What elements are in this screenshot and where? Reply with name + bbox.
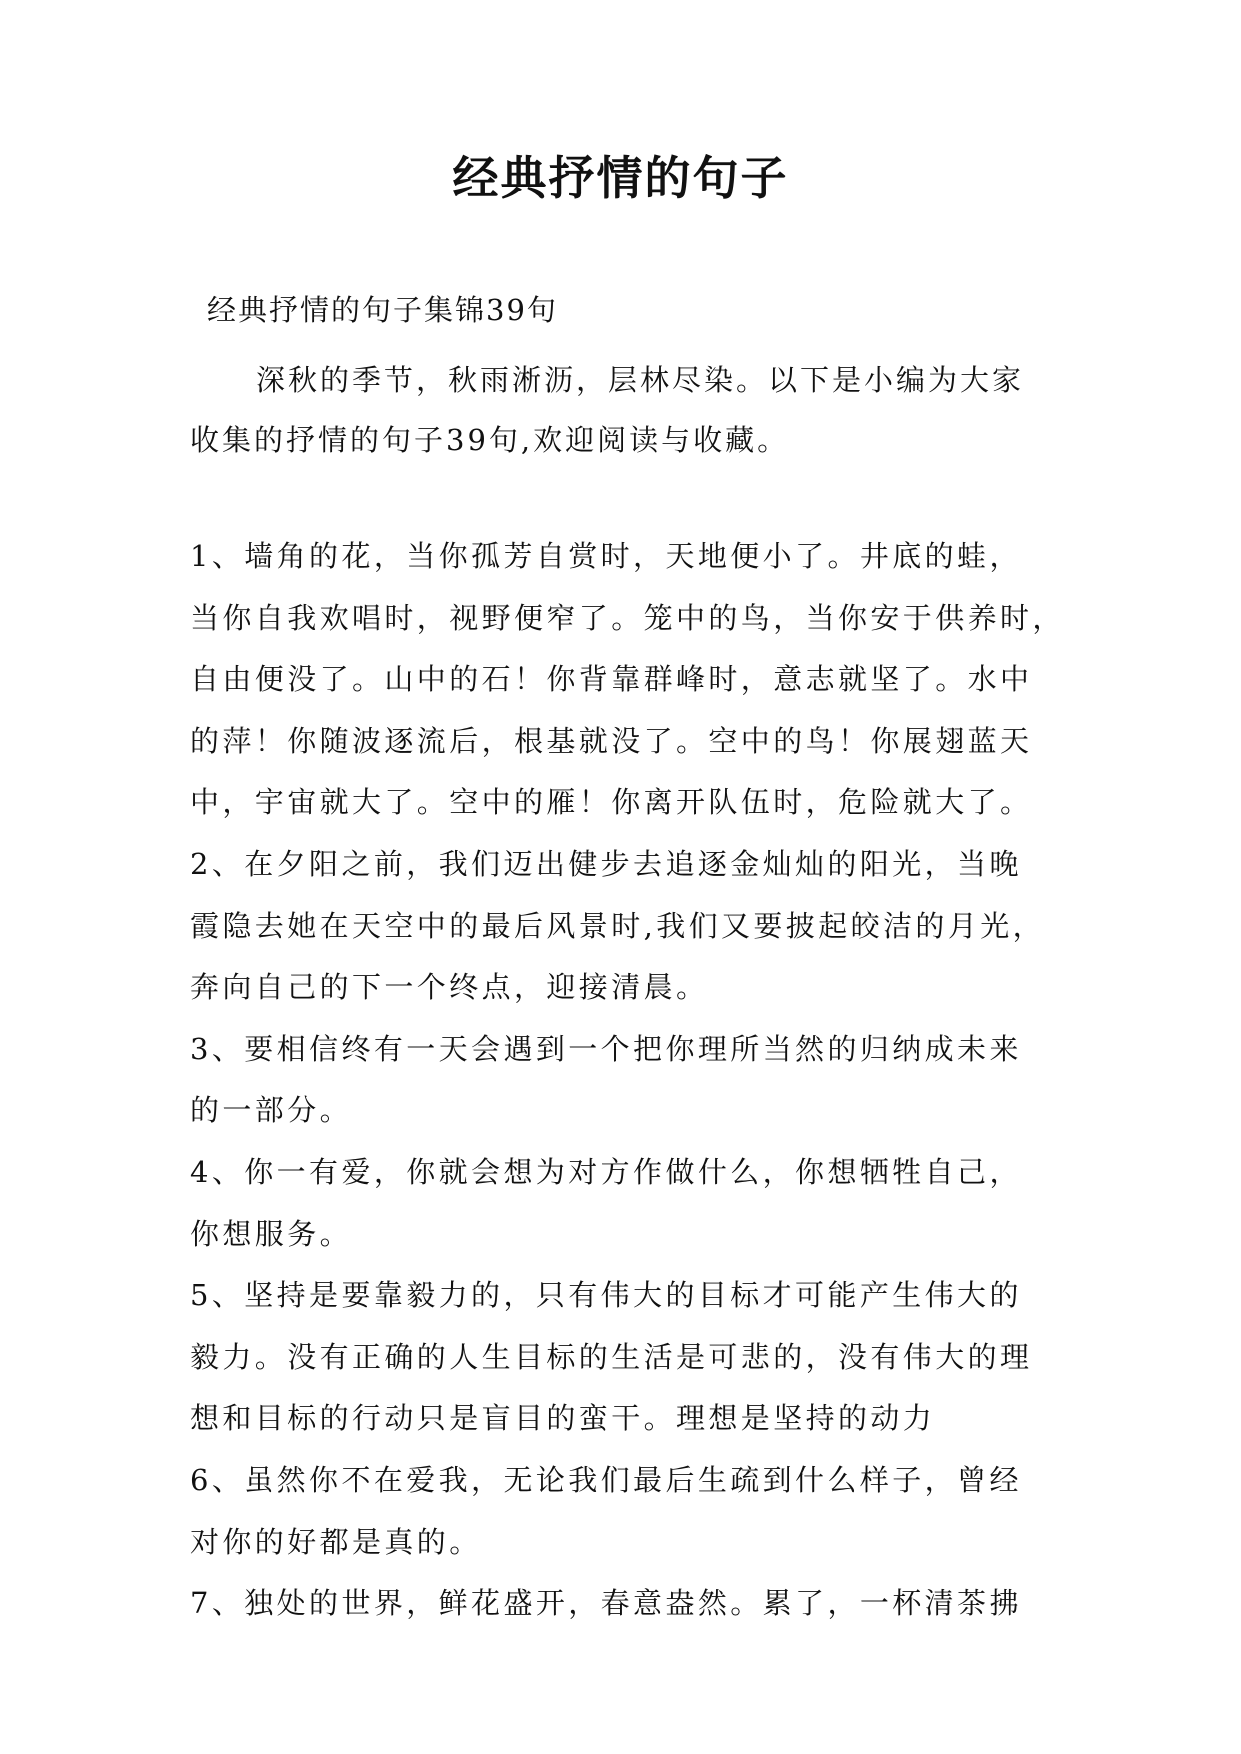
text-line: 中，宇宙就大了。空中的雁！你离开队伍时，危险就大了。 bbox=[190, 785, 1033, 820]
text-line: 5、坚持是要靠毅力的，只有伟大的目标才可能产生伟大的 bbox=[190, 1278, 1022, 1313]
sentence-list bbox=[190, 526, 1090, 1635]
text-line: 2、在夕阳之前，我们迈出健步去追逐金灿灿的阳光，当晚 bbox=[190, 846, 1022, 881]
text-line: 的一部分。 bbox=[190, 1093, 353, 1128]
text-line: 想和目标的行动只是盲目的蛮干。理想是坚持的动力 bbox=[190, 1401, 936, 1436]
text-line: 霞隐去她在天空中的最后风景时,我们又要披起皎洁的月光， bbox=[190, 908, 1046, 943]
text-line: 奔向自己的下一个终点，迎接清晨。 bbox=[190, 970, 709, 1005]
text-line: 3、要相信终有一天会遇到一个把你理所当然的归纳成未来 bbox=[190, 1031, 1022, 1066]
text-line: 毅力。没有正确的人生目标的生活是可悲的，没有伟大的理 bbox=[190, 1339, 1033, 1374]
text-line: 自由便没了。山中的石！你背靠群峰时，意志就坚了。水中 bbox=[190, 662, 1033, 697]
intro-paragraph: 深秋的季节，秋雨淅沥，层林尽染。以下是小编为大家收集的抒情的句子39句,欢迎阅读与收藏。 bbox=[190, 363, 1025, 457]
text-line: 6、虽然你不在爱我，无论我们最后生疏到什么样子，曾经 bbox=[190, 1462, 1022, 1497]
text-line: 7、独处的世界，鲜花盛开，春意盎然。累了，一杯清茶拂 bbox=[190, 1586, 1022, 1621]
text-line: 的萍！你随波逐流后，根基就没了。空中的鸟！你展翅蓝天 bbox=[190, 723, 1033, 758]
text-line: 1、墙角的花，当你孤芳自赏时，天地便小了。井底的蛙， bbox=[190, 539, 1022, 573]
text-line: 当你自我欢唱时，视野便窄了。笼中的鸟，当你安于供养时， bbox=[190, 600, 1065, 635]
text-line: 4、你一有爱，你就会想为对方作做什么，你想牺牲自己， bbox=[190, 1154, 1022, 1189]
document-title: 经典抒情的句子 bbox=[452, 151, 789, 205]
text-line: 对你的好都是真的。 bbox=[190, 1524, 482, 1559]
text-line: 你想服务。 bbox=[190, 1216, 353, 1251]
document-subtitle: 经典抒情的句子集锦39句 bbox=[207, 293, 558, 327]
